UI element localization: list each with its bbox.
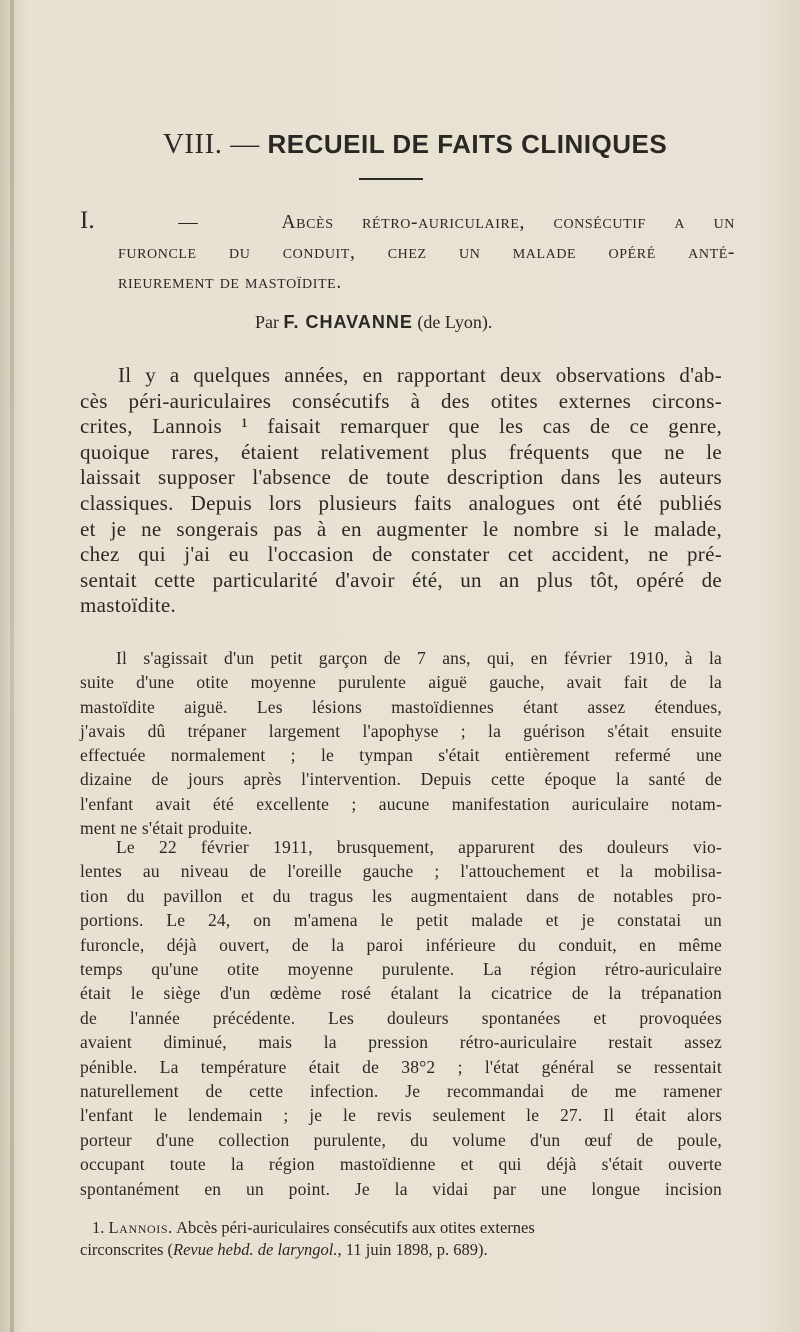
heading-rule	[359, 178, 423, 180]
text-line: furoncle, déjà ouvert, de la paroi inférieure du conduit, en même	[80, 934, 722, 955]
article-title-line-3: rieurement de mastoïdite.	[118, 272, 342, 293]
text-line: sentait cette particularité d'avoir été, un an plus tôt, opéré de	[80, 567, 722, 592]
section-heading	[80, 128, 750, 161]
text-line: laissait supposer l'absence de toute description dans les auteurs	[80, 465, 722, 490]
text-line: temps qu'une otite moyenne purulente. La région rétro-auriculaire	[80, 959, 722, 980]
text-line: tion du pavillon et du tragus les augmentaient dans de notables pro-	[80, 885, 722, 906]
text-line: spontanément en un point. Je la vidai par une longue incision	[80, 1178, 722, 1199]
footnote-text-2-end: , 11 juin 1898, p. 689).	[337, 1240, 488, 1259]
text-line: portions. Le 24, on m'amena le petit malade et je constatai un	[80, 910, 722, 931]
author-prefix: Par	[255, 312, 279, 332]
text-line: ment ne s'était produite.	[80, 818, 253, 839]
footnote-journal: Revue hebd. de laryngol.	[173, 1240, 338, 1259]
article-number: I.	[80, 207, 95, 234]
text-line: lentes au niveau de l'oreille gauche ; l'attouchement et la mobilisa-	[80, 861, 722, 882]
text-line: l'enfant le lendemain ; je le revis seulement le 27. Il était alors	[80, 1105, 722, 1126]
text-line: chez qui j'ai eu l'occasion de constater cet accident, ne pré-	[80, 542, 722, 567]
footnote-line-1	[80, 1217, 715, 1239]
article-title-text-1: Abcès rétro-auriculaire, consécutif a un	[281, 212, 735, 233]
text-line: pénible. La température était de 38°2 ; l'état général se ressentait	[80, 1056, 722, 1077]
text-line: Le 22 février 1911, brusquement, apparurent des douleurs vio-	[116, 837, 722, 857]
text-line: était le siège d'un œdème rosé étalant la cicatrice de la trépanation	[80, 983, 722, 1004]
footnote-author: Lannois.	[108, 1218, 173, 1237]
article-title	[80, 206, 735, 298]
text-line: porteur d'une collection purulente, du volume d'un œuf de poule,	[80, 1129, 722, 1150]
text-line: classiques. Depuis lors plusieurs faits analogues ont été publiés	[80, 490, 722, 515]
page-binding-shadow	[10, 0, 14, 1332]
footnote	[80, 1217, 715, 1261]
text-line: l'enfant avait été excellente ; aucune manifestation auriculaire notam-	[80, 793, 722, 814]
footnote-text-2-start: circonscrites (	[80, 1240, 173, 1259]
footnote-marker: 1.	[92, 1218, 105, 1237]
text-line: effectuée normalement ; le tympan s'était entièrement refermé une	[80, 745, 722, 766]
text-line: naturellement de cette infection. Je recommandai de me ramener	[80, 1081, 722, 1102]
text-line: quoique rares, étaient relativement plus fréquents que ne le	[80, 439, 722, 464]
author-name: F. CHAVANNE	[283, 312, 413, 332]
section-numeral: VIII. —	[162, 128, 260, 160]
footnote-line-2	[80, 1239, 715, 1261]
paragraph-case-course	[80, 835, 722, 1201]
text-line: avaient diminué, mais la pression rétro-auriculaire restait assez	[80, 1032, 722, 1053]
text-line: dizaine de jours après l'intervention. Depuis cette époque la santé de	[80, 769, 722, 790]
text-line: occupant toute la région mastoïdienne et qui déjà s'était ouverte	[80, 1154, 722, 1175]
text-line: crites, Lannois ¹ faisait remarquer que les cas de ce genre,	[80, 414, 722, 439]
text-line: suite d'une otite moyenne purulente aiguë gauche, avait fait de la	[80, 672, 722, 693]
text-line: mastoïdite aiguë. Les lésions mastoïdiennes étant assez étendues,	[80, 696, 722, 717]
article-title-line-2: furoncle du conduit, chez un malade opéré anté-	[118, 242, 735, 263]
author-line	[255, 312, 492, 333]
article-title-line-1	[80, 206, 735, 238]
section-heading-text: RECUEIL DE FAITS CLINIQUES	[267, 129, 668, 159]
text-line: mastoïdite.	[80, 593, 177, 618]
paragraph-intro	[80, 363, 722, 619]
text-line: Il s'agissait d'un petit garçon de 7 ans, qui, en février 1910, à la	[116, 648, 722, 668]
article-dash: —	[178, 212, 198, 233]
footnote-text-1: Abcès péri-auriculaires consécutifs aux otites externes	[176, 1218, 535, 1237]
author-location: (de Lyon).	[417, 312, 493, 332]
text-line: Il y a quelques années, en rapportant deux observations d'ab-	[118, 363, 722, 387]
text-line: cès péri-auriculaires consécutifs à des otites externes circons-	[80, 388, 722, 413]
text-line: de l'année précédente. Les douleurs spontanées et provoquées	[80, 1007, 722, 1028]
paragraph-case-history	[80, 646, 722, 840]
text-line: j'avais dû trépaner largement l'apophyse ; la guérison s'était ensuite	[80, 720, 722, 741]
text-line: et je ne songerais pas à en augmenter le nombre si le malade,	[80, 516, 722, 541]
